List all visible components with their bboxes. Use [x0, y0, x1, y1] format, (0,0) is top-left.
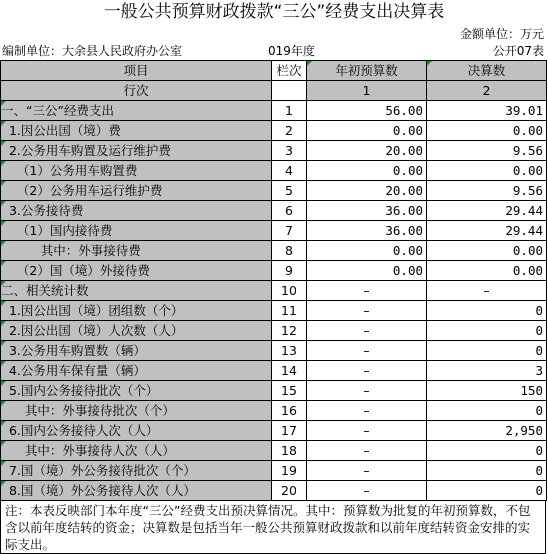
header-row — [1, 61, 547, 81]
row-final: 0 — [427, 461, 547, 481]
row-number: 8 — [272, 241, 307, 261]
row-final: 3 — [427, 361, 547, 381]
row-number: 10 — [272, 281, 307, 301]
row-item: 2.因公出国（境）人次数（人） — [1, 321, 272, 341]
row-final: – — [427, 281, 547, 301]
table-row — [1, 341, 547, 361]
row-item: 其中：外事接待批次（个） — [1, 401, 272, 421]
table-row — [1, 181, 547, 201]
row-final: 9.56 — [427, 181, 547, 201]
row-number: 17 — [272, 421, 307, 441]
row-item: 一、“三公”经费支出 — [1, 101, 272, 121]
row-final: 0 — [427, 321, 547, 341]
row-budget: – — [307, 321, 427, 341]
subheader-col-no — [272, 81, 307, 101]
row-item: 2.公务用车购置及运行维护费 — [1, 141, 272, 161]
row-number: 3 — [272, 141, 307, 161]
row-final: 0 — [427, 481, 547, 501]
row-budget: 20.00 — [307, 181, 427, 201]
row-budget: – — [307, 441, 427, 461]
row-item: 7.国（境）外公务接待批次（个） — [1, 461, 272, 481]
header-budget: 年初预算数 — [307, 61, 427, 81]
row-item: （2）国（境）外接待费 — [1, 261, 272, 281]
row-item: 1.因公出国（境）费 — [1, 121, 272, 141]
table-row — [1, 261, 547, 281]
table-row — [1, 221, 547, 241]
row-budget: – — [307, 381, 427, 401]
row-number: 11 — [272, 301, 307, 321]
row-number: 5 — [272, 181, 307, 201]
row-item: 3.公务接待费 — [1, 201, 272, 221]
form-code: 公开07表 — [492, 44, 544, 58]
row-number: 9 — [272, 261, 307, 281]
row-number: 13 — [272, 341, 307, 361]
row-budget: 20.00 — [307, 141, 427, 161]
table-row — [1, 301, 547, 321]
row-final: 29.44 — [427, 201, 547, 221]
row-item: 其中：外事接待人次（人） — [1, 441, 272, 461]
table-row — [1, 361, 547, 381]
table-row — [1, 161, 547, 181]
header-item: 项目 — [1, 61, 272, 81]
row-budget: – — [307, 401, 427, 421]
row-budget: 0.00 — [307, 241, 427, 261]
row-final: 9.56 — [427, 141, 547, 161]
row-item: 6.国内公务接待人次（人） — [1, 421, 272, 441]
row-item: （1）公务用车购置费 — [1, 161, 272, 181]
row-budget: – — [307, 421, 427, 441]
row-item: 其中：外事接待费 — [1, 241, 272, 261]
row-budget: 36.00 — [307, 221, 427, 241]
row-number: 19 — [272, 461, 307, 481]
table-row — [1, 481, 547, 501]
row-final: 0.00 — [427, 241, 547, 261]
subheader-final: 2 — [427, 81, 547, 101]
row-item: （1）国内接待费 — [1, 221, 272, 241]
row-final: 0.00 — [427, 261, 547, 281]
row-budget: – — [307, 301, 427, 321]
row-final: 150 — [427, 381, 547, 401]
row-final: 0.00 — [427, 121, 547, 141]
table-row — [1, 121, 547, 141]
row-budget: – — [307, 481, 427, 501]
table-row — [1, 281, 547, 301]
row-item: 4.公务用车保有量（辆） — [1, 361, 272, 381]
row-final: 2,950 — [427, 421, 547, 441]
row-final: 0 — [427, 301, 547, 321]
table-row — [1, 421, 547, 441]
row-budget: – — [307, 461, 427, 481]
row-number: 15 — [272, 381, 307, 401]
table-row — [1, 441, 547, 461]
row-final: 0.00 — [427, 161, 547, 181]
table-row — [1, 101, 547, 121]
row-item: 1.因公出国（境）团组数（个） — [1, 301, 272, 321]
row-budget: – — [307, 361, 427, 381]
row-item: （2）公务用车运行维护费 — [1, 181, 272, 201]
row-budget: 0.00 — [307, 261, 427, 281]
report-title: 一般公共预算财政拨款“三公”经费支出决算表 — [103, 2, 445, 22]
row-final: 0 — [427, 401, 547, 421]
row-budget: 0.00 — [307, 121, 427, 141]
row-number: 18 — [272, 441, 307, 461]
row-item: 二、相关统计数 — [1, 281, 272, 301]
row-item: 3.公务用车购置数（辆） — [1, 341, 272, 361]
year-label: 019年度 — [268, 44, 315, 58]
row-final: 29.44 — [427, 221, 547, 241]
row-final: 0 — [427, 341, 547, 361]
row-number: 20 — [272, 481, 307, 501]
row-budget: – — [307, 341, 427, 361]
expenditure-table — [0, 60, 547, 501]
unit-label: 金额单位：万元 — [459, 27, 544, 41]
row-budget: – — [307, 281, 427, 301]
row-number: 1 — [272, 101, 307, 121]
row-number: 7 — [272, 221, 307, 241]
row-item: 5.国内公务接待批次（个） — [1, 381, 272, 401]
subheader-budget: 1 — [307, 81, 427, 101]
row-number: 4 — [272, 161, 307, 181]
table-row — [1, 381, 547, 401]
table-row — [1, 141, 547, 161]
header-col-no: 栏次 — [272, 61, 307, 81]
row-number: 2 — [272, 121, 307, 141]
row-number: 12 — [272, 321, 307, 341]
header-final: 决算数 — [427, 61, 547, 81]
row-number: 16 — [272, 401, 307, 421]
footnote: 注：本表反映部门本年度“三公”经费支出预决算情况。其中：预算数为批复的年初预算数，不包含以前年度结转的资金；决算数是包括当年一般公共预算财政拨款和以前年度结转资金安排的实际支出。 — [0, 500, 546, 554]
table-row — [1, 241, 547, 261]
row-number: 14 — [272, 361, 307, 381]
table-row — [1, 201, 547, 221]
row-final: 0 — [427, 441, 547, 461]
table-row — [1, 401, 547, 421]
table-row — [1, 461, 547, 481]
row-budget: 36.00 — [307, 201, 427, 221]
org-label: 编制单位：大余县人民政府办公室 — [2, 44, 183, 58]
subheader-row — [1, 81, 547, 101]
row-final: 39.01 — [427, 101, 547, 121]
table-row — [1, 321, 547, 341]
row-number: 6 — [272, 201, 307, 221]
row-item: 8.国（境）外公务接待人次（人） — [1, 481, 272, 501]
row-budget: 0.00 — [307, 161, 427, 181]
row-budget: 56.00 — [307, 101, 427, 121]
subheader-item: 行次 — [1, 81, 272, 101]
